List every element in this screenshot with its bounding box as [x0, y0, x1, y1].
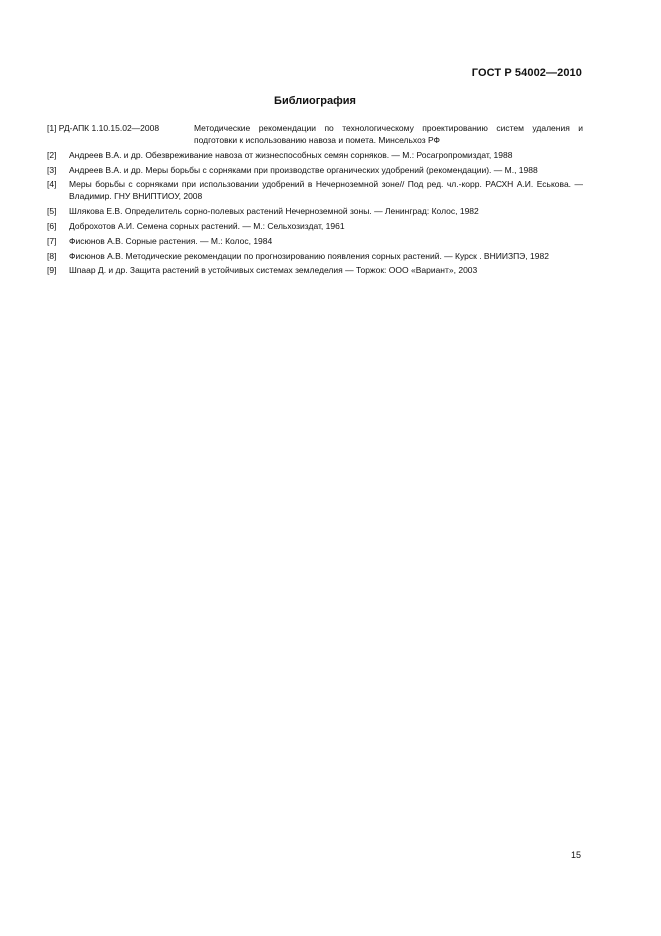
bibliography-title: Библиография [274, 95, 356, 107]
entry-text: Доброхотов А.И. Семена сорных растений. — М.: Сельхозиздат, 1961 [69, 220, 345, 231]
entry-number: [7] [47, 235, 57, 246]
entry-text: Меры борьбы с сорняками при использовании удобрений в Нечерноземной зоне// Под ред. чл.-корр. РАСХН А.И. Еськова. — Владимир. ГНУ ВНИПТИОУ, 2008 [69, 179, 583, 202]
entry-text: Методические рекомендации по технологическому проектированию систем удаления и подготовки к использованию навоза и помета. Минсельхоз РФ [194, 123, 583, 145]
bibliography-entry [47, 122, 583, 146]
entry-text: Шпаар Д. и др. Защита растений в устойчивых системах земледелия — Торжок: ООО «Вариант», 2003 [69, 265, 478, 276]
entry-number: [6] [47, 220, 57, 231]
entry-number: [3] [47, 164, 57, 175]
bibliography-entry [47, 164, 583, 176]
bibliography-entry [47, 220, 583, 232]
bibliography-entry [47, 205, 583, 217]
entry-number: [5] [47, 206, 57, 217]
entry-number: [4] [47, 179, 57, 190]
page-number: 15 [570, 850, 581, 860]
bibliography-entry [47, 149, 583, 161]
bibliography-entry [47, 250, 583, 262]
entry-text: Шлякова Е.В. Определитель сорно-полевых растений Нечерноземной зоны. — Ленинград: Колос, 1982 [69, 206, 479, 217]
bibliography-list [47, 122, 583, 279]
entry-text: Андреев В.А. и др. Меры борьбы с сорняками при производстве органических удобрений (рекомендации). — М., 1988 [69, 164, 538, 175]
document-code: ГОСТ Р 54002—2010 [471, 67, 582, 79]
entry-number: [2] [47, 149, 57, 160]
entry-text: Андреев В.А. и др. Обезвреживание навоза от жизнеспособных семян сорняков. — М.: Росагропромиздат, 1988 [69, 149, 513, 160]
entry-text: Фисюнов А.В. Сорные растения. — М.: Колос, 1984 [69, 235, 273, 246]
bibliography-entry [47, 235, 583, 247]
entry-text: Фисюнов А.В. Методические рекомендации по прогнозированию появления сорных растений. — Курск . ВНИИЗПЭ, 1982 [69, 250, 549, 261]
entry-number: [9] [47, 265, 57, 276]
bibliography-entry [47, 178, 583, 202]
entry-number: [8] [47, 250, 57, 261]
entry-number: [1] РД-АПК 1.10.15.02—2008 [47, 123, 160, 133]
bibliography-entry [47, 264, 583, 276]
